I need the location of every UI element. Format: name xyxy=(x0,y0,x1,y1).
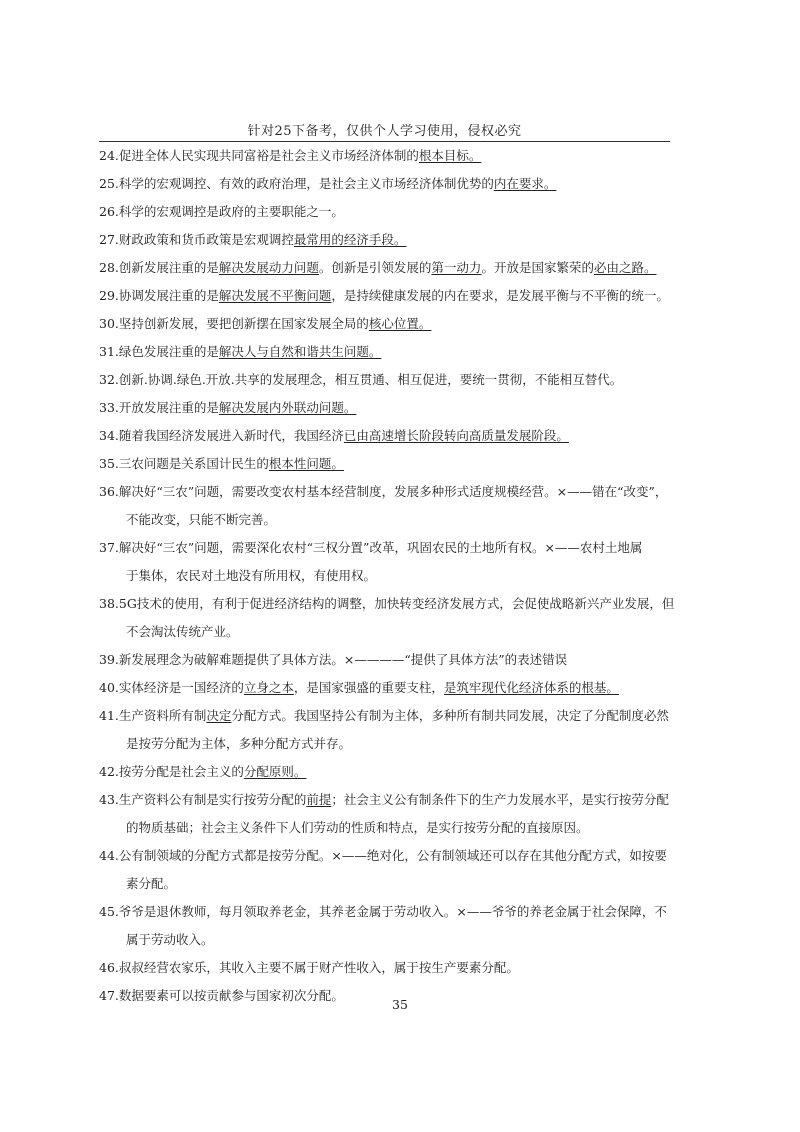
underlined-key-phrase: 内在要求。 xyxy=(493,176,557,191)
text-segment: 24.促进全体人民实现共同富裕是社会主义市场经济体制的 xyxy=(99,148,419,163)
list-item xyxy=(99,478,689,534)
item-line xyxy=(99,450,689,478)
list-item xyxy=(99,590,689,646)
text-segment: 43.生产资料公有制是实行按劳分配的 xyxy=(99,792,307,807)
list-item xyxy=(99,646,689,674)
item-line xyxy=(99,674,689,702)
underlined-key-phrase: 第一动力 xyxy=(431,260,482,275)
list-item xyxy=(99,170,689,198)
item-line xyxy=(99,954,689,982)
text-segment: 不会淘汰传统产业。 xyxy=(126,624,239,639)
underlined-key-phrase: 前提 xyxy=(306,792,332,807)
underlined-key-phrase: 最常用的经济手段。 xyxy=(293,232,407,247)
text-segment: 。开放是国家繁荣的 xyxy=(481,260,594,275)
underlined-key-phrase: 分配原则。 xyxy=(243,764,307,779)
text-segment: 30.坚持创新发展，要把创新摆在国家发展全局的 xyxy=(99,316,369,331)
text-segment: 36.解决好“三农”问题，需要改变农村基本经营制度，发展多种形式适度规模经营。×——错在“改变”， xyxy=(99,484,668,499)
list-item xyxy=(99,198,689,226)
text-segment: 32.创新.协调.绿色.开放.共享的发展理念，相互贯通、相互促进，要统一贯彻，不能相互替代。 xyxy=(99,372,623,387)
text-segment: 27.财政政策和货币政策是宏观调控 xyxy=(99,232,294,247)
text-segment: 33.开放发展注重的是 xyxy=(99,400,219,415)
item-line xyxy=(99,590,689,618)
underlined-key-phrase: 解决人与自然和谐共生问题。 xyxy=(218,344,382,359)
list-item xyxy=(99,954,689,982)
item-continuation-line xyxy=(99,562,689,590)
underlined-key-phrase: 根本目标。 xyxy=(418,148,482,163)
underlined-key-phrase: 解决发展内外联动问题。 xyxy=(218,400,357,415)
item-line xyxy=(99,534,689,562)
list-item xyxy=(99,366,689,394)
list-item xyxy=(99,422,689,450)
list-item xyxy=(99,702,689,758)
list-item xyxy=(99,534,689,590)
item-continuation-line xyxy=(99,730,689,758)
page-header: 针对25下备考，仅供个人学习使用，侵权必究 xyxy=(99,120,670,142)
item-continuation-line xyxy=(99,506,689,534)
text-segment: 34.随着我国经济发展进入新时代，我国经济 xyxy=(99,428,344,443)
underlined-key-phrase: 解决发展不平衡问题 xyxy=(218,288,332,303)
list-item xyxy=(99,758,689,786)
underlined-key-phrase: 解决发展动力问题 xyxy=(218,260,319,275)
item-line xyxy=(99,198,689,226)
list-item xyxy=(99,394,689,422)
text-segment: 29.协调发展注重的是 xyxy=(99,288,219,303)
text-segment: 的物质基础；社会主义条件下人们劳动的性质和特点，是实行按劳分配的直接原因。 xyxy=(126,820,589,835)
list-item xyxy=(99,786,689,842)
question-list xyxy=(99,142,689,1010)
underlined-key-phrase: 核心位置。 xyxy=(368,316,432,331)
page-number: 35 xyxy=(392,997,408,1012)
underlined-key-phrase: 决定 xyxy=(206,708,232,723)
list-item xyxy=(99,898,689,954)
list-item xyxy=(99,842,689,898)
underlined-key-phrase: 立身之本 xyxy=(243,680,294,695)
item-line xyxy=(99,226,689,254)
text-segment: 38.5G技术的使用，有利于促进经济结构的调整，加快转变经济发展方式，会促使战略新兴产业发展，但 xyxy=(99,596,675,611)
text-segment: 不能改变，只能不断完善。 xyxy=(126,512,277,527)
text-segment: 44.公有制领域的分配方式都是按劳分配。×——绝对化，公有制领域还可以存在其他分配方式，如按要 xyxy=(99,848,667,863)
list-item xyxy=(99,338,689,366)
text-segment: 39.新发展理念为破解难题提供了具体方法。×————“提供了具体方法”的表述错误 xyxy=(99,652,568,667)
text-segment: 分配方式。我国坚持公有制为主体，多种所有制共同发展，决定了分配制度必然 xyxy=(231,708,669,723)
text-segment: 41.生产资料所有制 xyxy=(99,708,207,723)
item-continuation-line xyxy=(99,618,689,646)
underlined-key-phrase: 已由高速增长阶段转向高质量发展阶段。 xyxy=(343,428,569,443)
text-segment: 35.三农问题是关系国计民生的 xyxy=(99,456,269,471)
text-segment: ，是持续健康发展的内在要求，是发展平衡与不平衡的统一。 xyxy=(331,288,669,303)
text-segment: 31.绿色发展注重的是 xyxy=(99,344,219,359)
list-item xyxy=(99,226,689,254)
list-item xyxy=(99,282,689,310)
text-segment: 素分配。 xyxy=(126,876,177,891)
text-segment: 26.科学的宏观调控是政府的主要职能之一。 xyxy=(99,204,344,219)
text-segment: 46.叔叔经营农家乐，其收入主要不属于财产性收入，属于按生产要素分配。 xyxy=(99,960,519,975)
text-segment: 42.按劳分配是社会主义的 xyxy=(99,764,244,779)
list-item xyxy=(99,674,689,702)
item-line xyxy=(99,310,689,338)
text-segment: ；社会主义公有制条件下的生产力发展水平，是实行按劳分配 xyxy=(331,792,669,807)
text-segment: 37.解决好“三农”问题，需要深化农村“三权分置”改革，巩固农民的土地所有权。×——农村土地属 xyxy=(99,540,643,555)
list-item xyxy=(99,450,689,478)
text-segment: 于集体，农民对土地没有所用权，有使用权。 xyxy=(126,568,377,583)
item-line xyxy=(99,842,689,870)
text-segment: 40.实体经济是一国经济的 xyxy=(99,680,244,695)
item-line xyxy=(99,702,689,730)
item-line xyxy=(99,282,689,310)
text-segment: ，是国家强盛的重要支柱， xyxy=(293,680,444,695)
item-line xyxy=(99,646,689,674)
item-continuation-line xyxy=(99,926,689,954)
item-continuation-line xyxy=(99,870,689,898)
list-item xyxy=(99,254,689,282)
underlined-key-phrase: 必由之路。 xyxy=(593,260,657,275)
text-segment: 。创新是引领发展的 xyxy=(318,260,432,275)
item-line xyxy=(99,254,689,282)
list-item xyxy=(99,142,689,170)
item-line xyxy=(99,478,689,506)
item-line xyxy=(99,898,689,926)
underlined-key-phrase: 是筑牢现代化经济体系的根基。 xyxy=(443,680,619,695)
item-line xyxy=(99,142,689,170)
item-line xyxy=(99,786,689,814)
item-line xyxy=(99,394,689,422)
item-continuation-line xyxy=(99,814,689,842)
item-line xyxy=(99,338,689,366)
text-segment: 属于劳动收入。 xyxy=(126,932,214,947)
text-segment: 是按劳分配为主体，多种分配方式并存。 xyxy=(126,736,352,751)
underlined-key-phrase: 根本性问题。 xyxy=(268,456,344,471)
item-line xyxy=(99,758,689,786)
text-segment: 25.科学的宏观调控、有效的政府治理，是社会主义市场经济体制优势的 xyxy=(99,176,494,191)
item-line xyxy=(99,422,689,450)
list-item xyxy=(99,310,689,338)
item-line xyxy=(99,170,689,198)
text-segment: 28.创新发展注重的是 xyxy=(99,260,219,275)
text-segment: 45.爷爷是退休教师，每月领取养老金，其养老金属于劳动收入。×——爷爷的养老金属于社会保障，不 xyxy=(99,904,667,919)
item-line xyxy=(99,366,689,394)
text-segment: 47.数据要素可以按贡献参与国家初次分配。 xyxy=(99,988,344,1003)
